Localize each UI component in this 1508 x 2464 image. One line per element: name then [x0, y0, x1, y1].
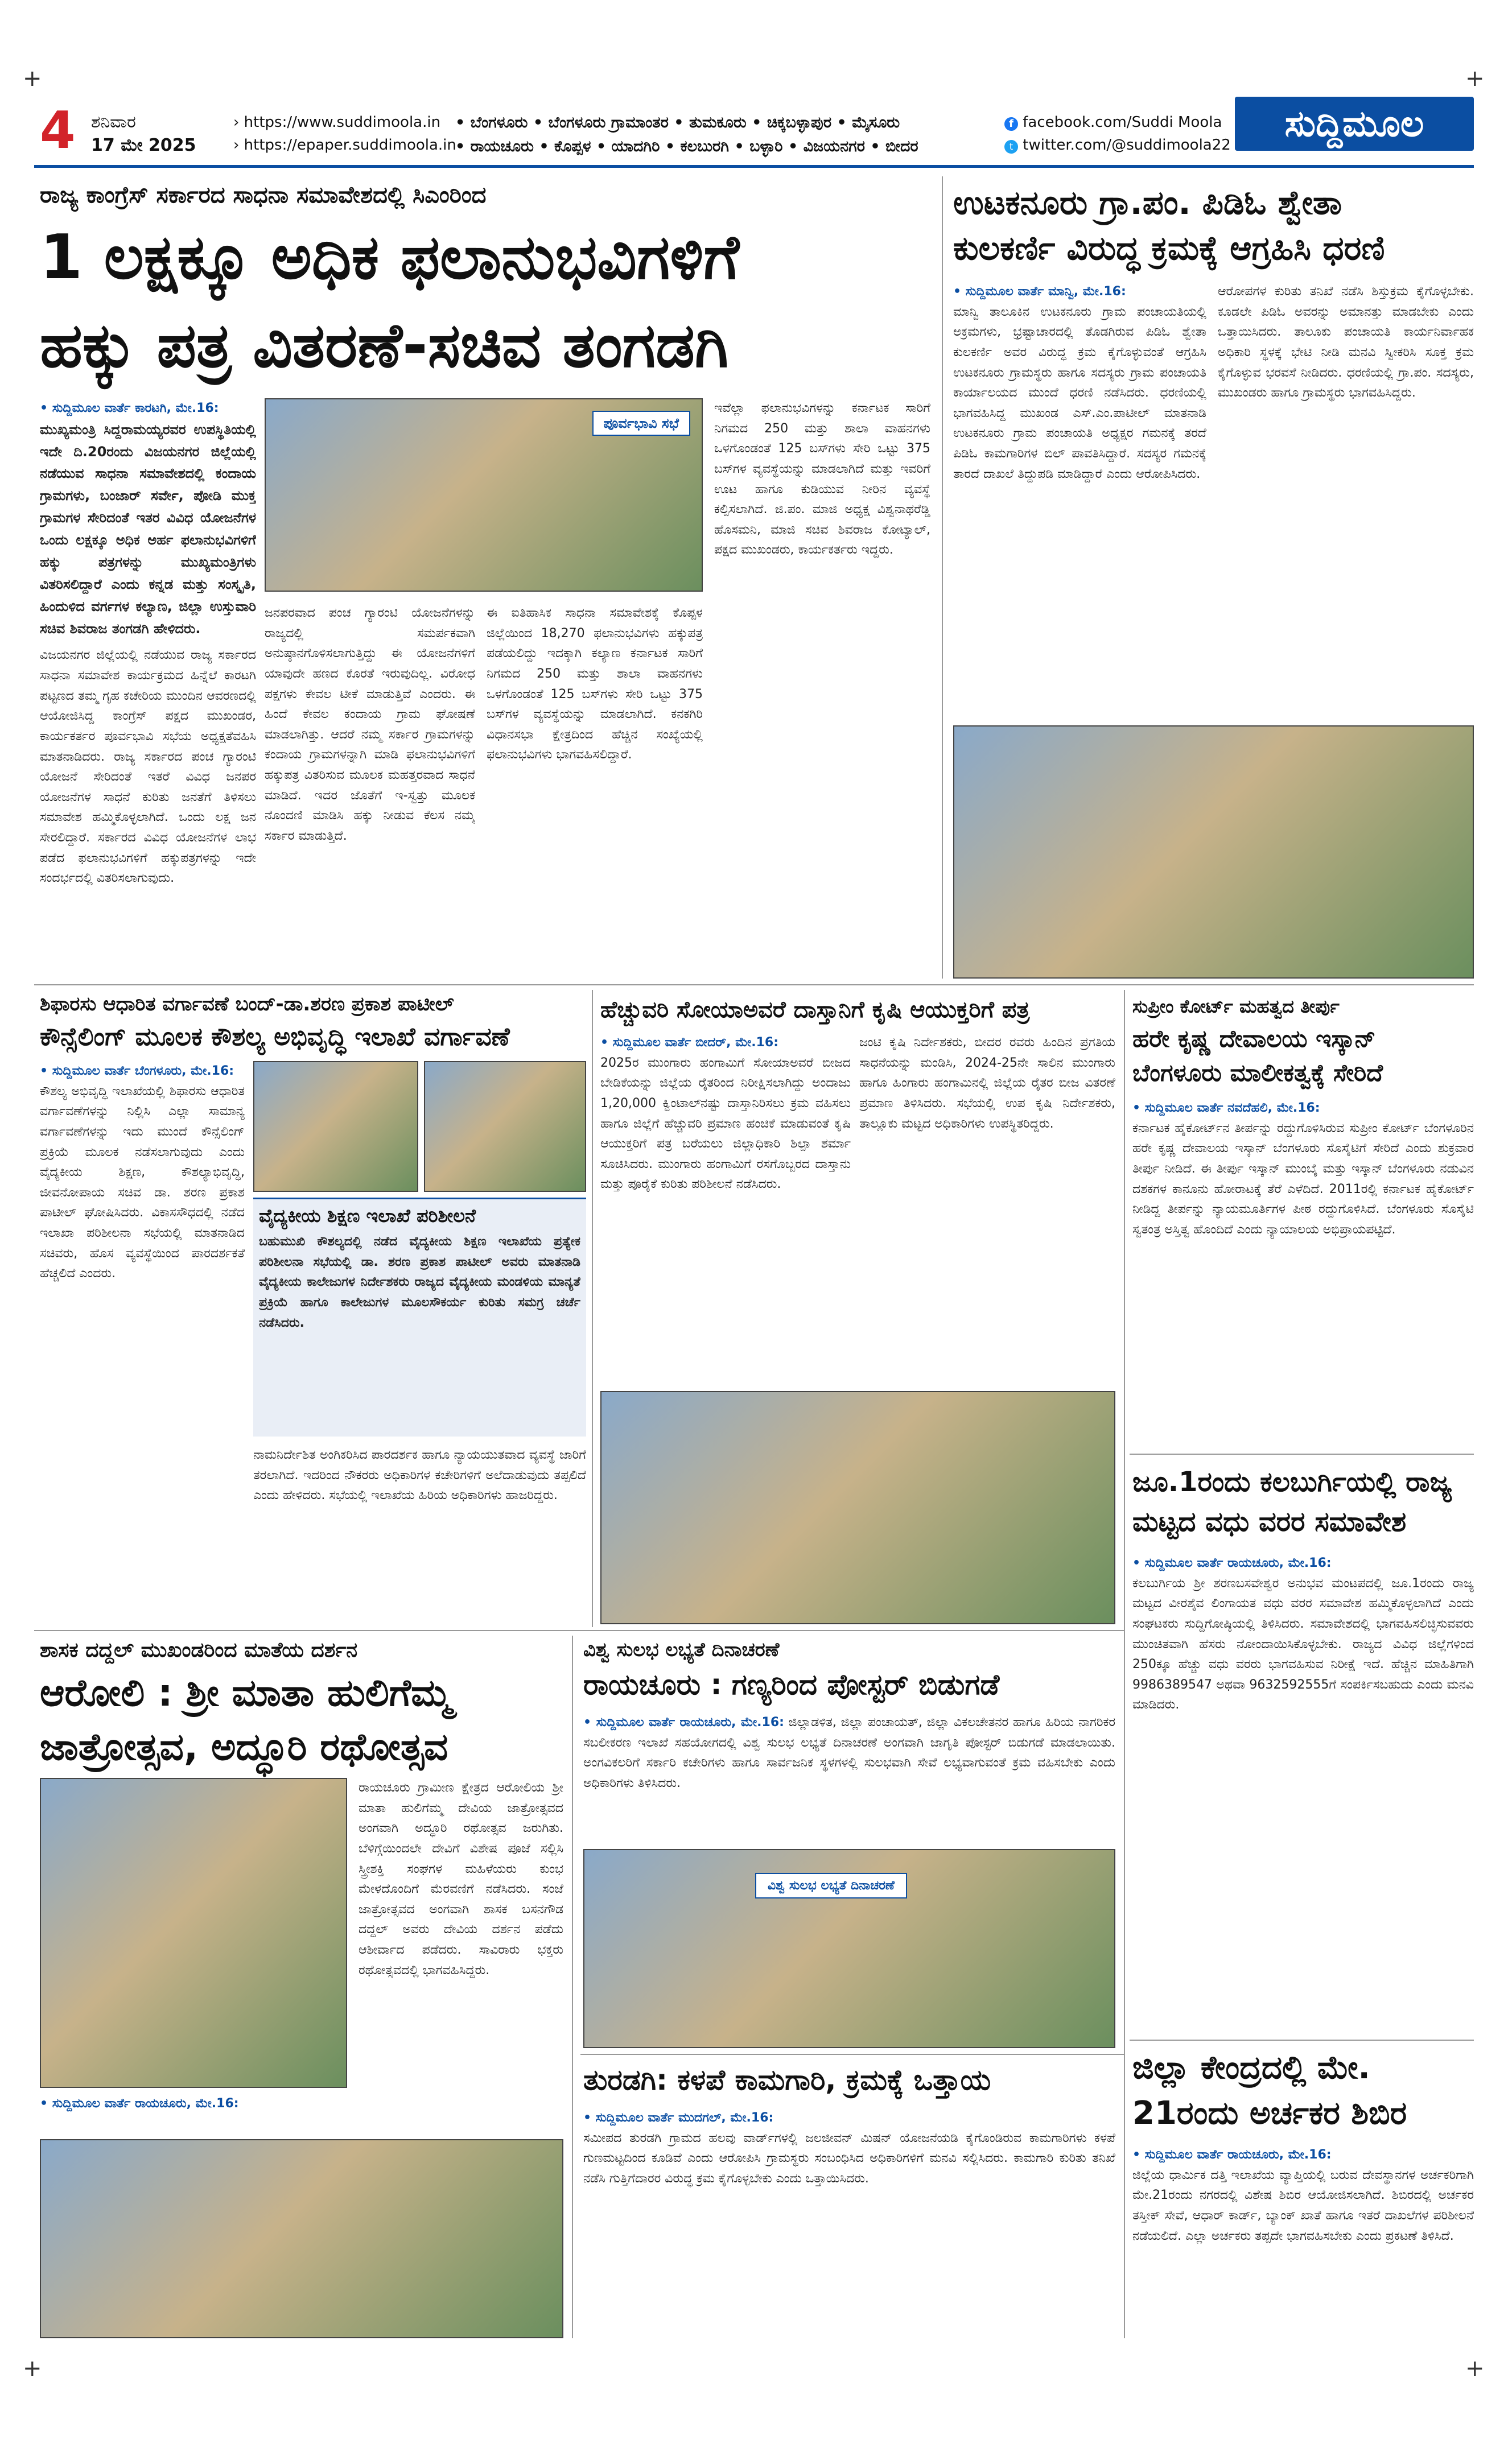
- article1-col2-text: ಜನಪರವಾದ ಪಂಚ ಗ್ಯಾರಂಟಿ ಯೋಜನೆಗಳನ್ನು ರಾಜ್ಯದಲ್ಲಿ ಸಮರ್ಪಕವಾಗಿ ಅನುಷ್ಠಾನಗೊಳಿಸಲಾಗುತ್ತಿದ್ದು ಈ ಯೋಜನೆಗಳಿಗೆ ಯಾವುದೇ ಹಣದ ಕೊರತೆ ಇರುವುದಿಲ್ಲ. ವಿರೋಧ ಪಕ್ಷಗಳು ಕೇವಲ ಟೀಕೆ ಮಾಡುತ್ತಿವೆ ಎಂದರು. ಈ ಹಿಂದೆ ಕೇವಲ ಕಂದಾಯ ಗ್ರಾಮ ಘೋಷಣೆ ಮಾಡಲಾಗಿತ್ತು. ಆದರೆ ನಮ್ಮ ಸರ್ಕಾರ ಗ್ರಾಮಗಳನ್ನು ಕಂದಾಯ ಗ್ರಾಮಗಳನ್ನಾಗಿ ಮಾಡಿ ಫಲಾನುಭವಿಗಳಿಗೆ ಹಕ್ಕುಪತ್ರ ವಿತರಿಸುವ ಮೂಲಕ ಮಹತ್ತರವಾದ ಸಾಧನೆ ಮಾಡಿದೆ. ಇದರ ಜೊತೆಗೆ ಇ-ಸ್ವತ್ತು ಮೂಲಕ ನೊಂದಣಿ ಮಾಡಿಸಿ ಹಕ್ಕು ನೀಡುವ ಕೆಲಸ ನಮ್ಮ ಸರ್ಕಾರ ಮಾಡುತ್ತಿದೆ.: [265, 606, 475, 843]
- article7-body: ರಾಯಚೂರು ಗ್ರಾಮೀಣ ಕ್ಷೇತ್ರದ ಆರೋಲಿಯ ಶ್ರೀ ಮಾತಾ ಹುಲಿಗೆಮ್ಮ ದೇವಿಯ ಜಾತ್ರೋತ್ಸವದ ಅಂಗವಾಗಿ ಅದ್ಧೂರಿ ರಥೋತ್ಸವ ಜರುಗಿತು. ಬೆಳಿಗ್ಗೆಯಿಂದಲೇ ದೇವಿಗೆ ವಿಶೇಷ ಪೂಜೆ ಸಲ್ಲಿಸಿ ಸ್ತ್ರೀಶಕ್ತಿ ಸಂಘಗಳ ಮಹಿಳೆಯರು ಕುಂಭ ಮೇಳದೊಂದಿಗೆ ಮೆರವಣಿಗೆ ನಡೆಸಿದರು. ಸಂಜೆ ಜಾತ್ರೋತ್ಸವದ ಅಂಗವಾಗಿ ಶಾಸಕ ಬಸನಗೌಡ ದದ್ದಲ್ ಅವರು ದೇವಿಯ ದರ್ಶನ ಪಡೆದು ಆಶೀರ್ವಾದ ಪಡೆದರು. ಸಾವಿರಾರು ಭಕ್ತರು ರಥೋತ್ಸವದಲ್ಲಿ ಭಾಗವಹಿಸಿದ್ದರು.: [359, 1781, 563, 1978]
- article3-box-title: ವೈದ್ಯಕೀಯ ಶಿಕ್ಷಣ ಇಲಾಖೆ ಪರಿಶೀಲನೆ: [259, 1205, 476, 1227]
- article8-dateline: • ಸುದ್ದಿಮೂಲ ವಾರ್ತೆ ರಾಯಚೂರು, ಮೇ.16:: [583, 1715, 784, 1730]
- twitter-link[interactable]: twitter.com/@suddimoola22: [1023, 137, 1231, 154]
- column-divider: [572, 1636, 573, 2338]
- page-number: 4: [40, 101, 76, 160]
- article8-body: [583, 1712, 1115, 1843]
- article1-headline-line1: 1 ಲಕ್ಷಕ್ಕೂ ಅಧಿಕ ಫಲಾನುಭವಿಗಳಿಗೆ: [40, 222, 739, 293]
- section-divider: [1130, 2040, 1474, 2041]
- column-divider: [1124, 990, 1125, 2338]
- crop-mark: +: [1465, 2355, 1485, 2382]
- article9-headline: ತುರಡಗಿ: ಕಳಪೆ ಕಾಮಗಾರಿ, ಕ್ರಮಕ್ಕೆ ಒತ್ತಾಯ: [583, 2063, 991, 2096]
- article1-photo-banner: ಪೂರ್ವಭಾವಿ ಸಭೆ: [592, 411, 690, 436]
- cities-line: • ಬೆಂಗಳೂರು • ಬೆಂಗಳೂರು ಗ್ರಾಮಾಂತರ • ತುಮಕೂರು • ಚಿಕ್ಕಬಳ್ಳಾಪುರ • ಮೈಸೂರು: [455, 114, 900, 131]
- link-arrow-icon: ›: [233, 137, 240, 154]
- article5-headline-line1: ಹರೇ ಕೃಷ್ಣ ದೇವಾಲಯ ಇಸ್ಕಾನ್: [1132, 1025, 1376, 1053]
- article8-photo-poster-release: [583, 1849, 1115, 2048]
- article2-body-col1: [953, 282, 1206, 720]
- section-divider: [34, 984, 1474, 985]
- crop-mark: +: [23, 65, 42, 92]
- article2-photo-protest: [953, 725, 1474, 979]
- cities-line: • ರಾಯಚೂರು • ಕೊಪ್ಪಳ • ಯಾದಗಿರಿ • ಕಲಬುರಗಿ • ಬಳ್ಳಾರಿ • ವಿಜಯನಗರ • ಬೀದರ: [455, 137, 918, 155]
- article1-body-col1: [40, 398, 256, 979]
- article2-col2-text: ಆರೋಪಗಳ ಕುರಿತು ತನಿಖೆ ನಡೆಸಿ ಶಿಸ್ತುಕ್ರಮ ಕೈಗೊಳ್ಳಬೇಕು. ಕೂಡಲೇ ಪಿಡಿಓ ಅವರನ್ನು ಅಮಾನತ್ತು ಮಾಡಬೇಕು ಎಂದು ಒತ್ತಾಯಿಸಿದರು. ತಾಲೂಕು ಪಂಚಾಯತಿ ಕಾರ್ಯನಿರ್ವಾಹಕ ಅಧಿಕಾರಿ ಸ್ಥಳಕ್ಕೆ ಭೇಟಿ ನೀಡಿ ಮನವಿ ಸ್ವೀಕರಿಸಿ ಸೂಕ್ತ ಕ್ರಮ ಕೈಗೊಳ್ಳುವ ಭರವಸೆ ನೀಡಿದರು. ಧರಣಿಯಲ್ಲಿ ಗ್ರಾ.ಪಂ. ಸದಸ್ಯರು, ಮುಖಂಡರು ಹಾಗೂ ಗ್ರಾಮಸ್ಥರು ಭಾಗವಹಿಸಿದ್ದರು.: [1218, 284, 1474, 401]
- article1-col4-text: ಇವೆಲ್ಲಾ ಫಲಾನುಭವಿಗಳನ್ನು ಕರ್ನಾಟಕ ಸಾರಿಗೆ ನಿಗಮದ 250 ಮತ್ತು ಶಾಲಾ ವಾಹನಗಳು ಒಳಗೊಂಡಂತೆ 125 ಬಸ್‍ಗಳು ಸೇರಿ ಒಟ್ಟು 375 ಬಸ್‍ಗಳ ವ್ಯವಸ್ಥೆಯನ್ನು ಮಾಡಲಾಗಿದೆ ಮತ್ತು ಇವರಿಗೆ ಊಟ ಹಾಗೂ ಕುಡಿಯುವ ನೀರಿನ ವ್ಯವಸ್ಥೆ ಕಲ್ಪಿಸಲಾಗಿದೆ. ಜಿ.ಪಂ. ಮಾಜಿ ಅಧ್ಯಕ್ಷ ವಿಶ್ವನಾಥರೆಡ್ಡಿ ಹೊಸಮನಿ, ಮಾಜಿ ಸಚಿವ ಶಿವರಾಜ ಕೋಟ್ಯಾಲ್, ಪಕ್ಷದ ಮುಖಂಡರು, ಕಾರ್ಯಕರ್ತರು ಇದ್ದರು.: [714, 401, 930, 558]
- crop-mark: +: [1465, 65, 1485, 92]
- article7-headline-line1: ಆರೋಲಿ : ಶ್ರೀ ಮಾತಾ ಹುಲಿಗೆಮ್ಮ: [40, 1671, 452, 1715]
- newspaper-logo: ಸುದ್ದಿಮೂಲ: [1235, 97, 1474, 151]
- epaper-link[interactable]: https://epaper.suddimoola.in: [244, 137, 456, 154]
- facebook-icon: f: [1004, 117, 1018, 131]
- issue-date: [91, 111, 196, 157]
- article2-dateline: • ಸುದ್ದಿಮೂಲ ವಾರ್ತೆ ಮಾನ್ವಿ, ಮೇ.16:: [953, 284, 1126, 299]
- website-links: [233, 111, 456, 157]
- article8-photo-banner: ವಿಶ್ವ ಸುಲಭ ಲಭ್ಯತೆ ದಿನಾಚರಣೆ: [755, 1873, 907, 1898]
- article3-box-text: ಬಹುಮುಖಿ ಕೌಶಲ್ಯದಲ್ಲಿ ನಡೆದ ವೈದ್ಯಕೀಯ ಶಿಕ್ಷಣ ಇಲಾಖೆಯ ಪ್ರತ್ಯೇಕ ಪರಿಶೀಲನಾ ಸಭೆಯಲ್ಲಿ ಡಾ. ಶರಣ ಪ್ರಕಾಶ ಪಾಟೀಲ್ ಅವರು ಮಾತನಾಡಿ ವೈದ್ಯಕೀಯ ಕಾಲೇಜುಗಳ ನಿರ್ದೇಶಕರು ರಾಜ್ಯದ ವೈದ್ಯಕೀಯ ಮಂಡಳಿಯ ಮಾನ್ಯತೆ ಪ್ರಕ್ರಿಯೆ ಹಾಗೂ ಕಾಲೇಜುಗಳ ಮೂಲಸೌಕರ್ಯ ಕುರಿತು ಸಮಗ್ರ ಚರ್ಚೆ ನಡೆಸಿದರು.: [259, 1235, 580, 1330]
- article5-kicker: ಸುಪ್ರೀಂ ಕೋರ್ಟ್ ಮಹತ್ವದ ತೀರ್ಪು: [1132, 996, 1340, 1017]
- article8-text: ಜಿಲ್ಲಾಡಳಿತ, ಜಿಲ್ಲಾ ಪಂಚಾಯತ್, ಜಿಲ್ಲಾ ವಿಕಲಚೇತನರ ಹಾಗೂ ಹಿರಿಯ ನಾಗರಿಕರ ಸಬಲೀಕರಣ ಇಲಾಖೆ ಸಹಯೋಗದಲ್ಲಿ ವಿಶ್ವ ಸುಲಭ ಲಭ್ಯತೆ ದಿನಾಚರಣೆ ಅಂಗವಾಗಿ ಜಾಗೃತಿ ಪೋಸ್ಟರ್ ಬಿಡುಗಡೆ ಮಾಡಲಾಯಿತು. ಅಂಗವಿಕಲರಿಗೆ ಸರ್ಕಾರಿ ಕಚೇರಿಗಳು ಹಾಗೂ ಸಾರ್ವಜನಿಕ ಸ್ಥಳಗಳಲ್ಲಿ ಸುಲಭವಾಗಿ ಸೇವೆ ಲಭ್ಯವಾಗುವಂತೆ ಕ್ರಮ ವಹಿಸಬೇಕು ಎಂದು ಅಧಿಕಾರಿಗಳು ತಿಳಿಸಿದರು.: [583, 1715, 1115, 1790]
- issue-day: ಶನಿವಾರ: [91, 112, 136, 132]
- article8-kicker: ವಿಶ್ವ ಸುಲಭ ಲಭ್ಯತೆ ದಿನಾಚರಣೆ: [583, 1638, 780, 1661]
- article6-text: ಕಲಬುರ್ಗಿಯ ಶ್ರೀ ಶರಣಬಸವೇಶ್ವರ ಅನುಭವ ಮಂಟಪದಲ್ಲಿ ಜೂ.1ರಂದು ರಾಜ್ಯ ಮಟ್ಟದ ವೀರಶೈವ ಲಿಂಗಾಯತ ವಧು ವರರ ಸಮಾವೇಶ ಹಮ್ಮಿಕೊಳ್ಳಲಾಗಿದೆ ಎಂದು ಸಂಘಟಕರು ಸುದ್ದಿಗೋಷ್ಠಿಯಲ್ಲಿ ತಿಳಿಸಿದರು. ಸಮಾವೇಶದಲ್ಲಿ ಭಾಗವಹಿಸಲಿಚ್ಛಿಸುವವರು ಮುಂಚಿತವಾಗಿ ಹೆಸರು ನೋಂದಾಯಿಸಿಕೊಳ್ಳಬೇಕು. ರಾಜ್ಯದ ವಿವಿಧ ಜಿಲ್ಲೆಗಳಿಂದ 250ಕ್ಕೂ ಹೆಚ್ಚು ವಧು ವರರು ಭಾಗವಹಿಸುವ ನಿರೀಕ್ಷೆ ಇದೆ. ಹೆಚ್ಚಿನ ಮಾಹಿತಿಗಾಗಿ 9986389547 ಅಥವಾ 9632592555ಗೆ ಸಂಪರ್ಕಿಸಬಹುದು ಎಂದು ಮನವಿ ಮಾಡಿದರು.: [1132, 1576, 1474, 1712]
- article9-text: ಸಮೀಪದ ತುರಡಗಿ ಗ್ರಾಮದ ಹಲವು ವಾರ್ಡ್‍ಗಳಲ್ಲಿ ಜಲಜೀವನ್ ಮಿಷನ್ ಯೋಜನೆಯಡಿ ಕೈಗೊಂಡಿರುವ ಕಾಮಗಾರಿಗಳು ಕಳಪೆ ಗುಣಮಟ್ಟದಿಂದ ಕೂಡಿವೆ ಎಂದು ಆರೋಪಿಸಿ ಗ್ರಾಮಸ್ಥರು ಸಂಬಂಧಿಸಿದ ಅಧಿಕಾರಿಗಳಿಗೆ ಮನವಿ ಸಲ್ಲಿಸಿದರು. ಕಾಮಗಾರಿ ಕುರಿತು ತನಿಖೆ ನಡೆಸಿ ಗುತ್ತಿಗೆದಾರರ ವಿರುದ್ಧ ಕ್ರಮ ಕೈಗೊಳ್ಳಬೇಕು ಎಂದು ಒತ್ತಾಯಿಸಿದರು.: [583, 2131, 1115, 2186]
- article5-text: ಕರ್ನಾಟಕ ಹೈಕೋರ್ಟ್‍ನ ತೀರ್ಪನ್ನು ರದ್ದುಗೊಳಿಸಿರುವ ಸುಪ್ರೀಂ ಕೋರ್ಟ್ ಬೆಂಗಳೂರಿನ ಹರೇ ಕೃಷ್ಣ ದೇವಾಲಯ ಇಸ್ಕಾನ್ ಬೆಂಗಳೂರು ಸೊಸೈಟಿಗೆ ಸೇರಿದೆ ಎಂದು ಶುಕ್ರವಾರ ತೀರ್ಪು ನೀಡಿದೆ. ಈ ತೀರ್ಪು ಇಸ್ಕಾನ್ ಮುಂಬೈ ಮತ್ತು ಇಸ್ಕಾನ್ ಬೆಂಗಳೂರು ನಡುವಿನ ದಶಕಗಳ ಕಾನೂನು ಹೋರಾಟಕ್ಕೆ ತೆರೆ ಎಳೆದಿದೆ. 2011ರಲ್ಲಿ ಕರ್ನಾಟಕ ಹೈಕೋರ್ಟ್ ನೀಡಿದ್ದ ತೀರ್ಪನ್ನು ನ್ಯಾಯಮೂರ್ತಿಗಳ ಪೀಠ ರದ್ದುಗೊಳಿಸಿದೆ. ಬೆಂಗಳೂರು ಸೊಸೈಟಿ ಸ್ವತಂತ್ರ ಅಸ್ತಿತ್ವ ಹೊಂದಿದೆ ಎಂದು ನ್ಯಾಯಾಲಯ ಅಭಿಪ್ರಾಯಪಟ್ಟಿದೆ.: [1132, 1121, 1474, 1237]
- article4-photo-meeting: [600, 1391, 1115, 1624]
- article1-dateline: • ಸುದ್ದಿಮೂಲ ವಾರ್ತೆ ಕಾರಟಗಿ, ಮೇ.16:: [40, 401, 219, 415]
- edition-cities: [455, 111, 990, 159]
- article5-headline-line2: ಬೆಂಗಳೂರು ಮಾಲೀಕತ್ವಕ್ಕೆ ಸೇರಿದೆ: [1132, 1059, 1383, 1087]
- article6-body: [1132, 1553, 1474, 2031]
- article7-dateline: • ಸುದ್ದಿಮೂಲ ವಾರ್ತೆ ರಾಯಚೂರು, ಮೇ.16:: [40, 2096, 239, 2111]
- social-links: [1004, 111, 1231, 157]
- article5-dateline: • ಸುದ್ದಿಮೂಲ ವಾರ್ತೆ ನವದೆಹಲಿ, ಮೇ.16:: [1132, 1101, 1320, 1115]
- article2-headline-line1: ಉಟಕನೂರು ಗ್ರಾ.ಪಂ. ಪಿಡಿಓ ಶ್ವೇತಾ: [953, 183, 1342, 222]
- article6-headline-line1: ಜೂ.1ರಂದು ಕಲಬುರ್ಗಿಯಲ್ಲಿ ರಾಜ್ಯ: [1132, 1466, 1452, 1498]
- article2-col1-text: ಮಾನ್ವಿ ತಾಲೂಕಿನ ಉಟಕನೂರು ಗ್ರಾಮ ಪಂಚಾಯತಿಯಲ್ಲಿ ಅಕ್ರಮಗಳು, ಭ್ರಷ್ಟಾಚಾರದಲ್ಲಿ ತೊಡಗಿರುವ ಪಿಡಿಓ ಶ್ವೇತಾ ಕುಲಕರ್ಣಿ ಅವರ ವಿರುದ್ಧ ಕ್ರಮ ಕೈಗೊಳ್ಳುವಂತೆ ಆಗ್ರಹಿಸಿ ಉಟಕನೂರು ಗ್ರಾಮಸ್ಥರು ಹಾಗೂ ಸದಸ್ಯರು ಗ್ರಾಮ ಪಂಚಾಯತಿ ಕಾರ್ಯಾಲಯದ ಮುಂದೆ ಧರಣಿ ನಡೆಸಿದರು. ಧರಣಿಯಲ್ಲಿ ಭಾಗವಹಿಸಿದ್ದ ಮುಖಂಡ ಎಸ್.ಎಂ.ಪಾಟೀಲ್ ಮಾತನಾಡಿ ಉಟಕನೂರು ಗ್ರಾಮ ಪಂಚಾಯತಿ ಅಧ್ಯಕ್ಷರ ಗಮನಕ್ಕೆ ತರದೆ ಪಿಡಿಓ ಕಾಮಗಾರಿಗಳ ಬಿಲ್ ಪಾವತಿಸಿದ್ದಾರೆ. ಸದಸ್ಯರ ಗಮನಕ್ಕೆ ತಾರದೆ ದಾಖಲೆ ತಿದ್ದುಪಡಿ ಮಾಡಿದ್ದಾರೆ ಎಂದು ಆರೋಪಿಸಿದರು.: [953, 304, 1206, 481]
- article3-col2-text: ನಾಮನಿರ್ದೇಶಿತ ಅಂಗಿಕರಿಸಿದ ಪಾರದರ್ಶಕ ಹಾಗೂ ನ್ಯಾಯಯುತವಾದ ವ್ಯವಸ್ಥೆ ಜಾರಿಗೆ ತರಲಾಗಿದೆ. ಇದರಿಂದ ನೌಕರರು ಅಧಿಕಾರಿಗಳ ಕಚೇರಿಗಳಿಗೆ ಅಲೆದಾಡುವುದು ತಪ್ಪಲಿದೆ ಎಂದು ಹೇಳಿದರು. ಸಭೆಯಲ್ಲಿ ಇಲಾಖೆಯ ಹಿರಿಯ ಅಧಿಕಾರಿಗಳು ಹಾಜರಿದ್ದರು.: [253, 1448, 586, 1503]
- article1-headline-line2: ಹಕ್ಕು ಪತ್ರ ವಿತರಣೆ-ಸಚಿವ ತಂಗಡಗಿ: [40, 310, 728, 381]
- article9-body: [583, 2108, 1115, 2338]
- article6-headline-line2: ಮಟ್ಟದ ವಧು ವರರ ಸಮಾವೇಶ: [1132, 1506, 1407, 1538]
- article10-headline-line2: 21ರಂದು ಅರ್ಚಕರ ಶಿಬಿರ: [1132, 2095, 1407, 2132]
- website-link[interactable]: https://www.suddimoola.in: [244, 114, 441, 131]
- section-divider: [580, 2054, 1124, 2055]
- article4-headline: ಹೆಚ್ಚುವರಿ ಸೋಯಾಅವರೆ ದಾಸ್ತಾನಿಗೆ ಕೃಷಿ ಆಯುಕ್ತರಿಗೆ ಪತ್ರ: [600, 997, 1030, 1023]
- article1-photo: [265, 398, 703, 592]
- article4-col1-text: 2025ರ ಮುಂಗಾರು ಹಂಗಾಮಿಗೆ ಸೋಯಾಅವರೆ ಬೀಜದ ಬೇಡಿಕೆಯನ್ನು ಜಿಲ್ಲೆಯ ರೈತರಿಂದ ನಿರೀಕ್ಷಿಸಲಾಗಿದ್ದು ಅಂದಾಜು 1,20,000 ಕ್ವಿಂಟಾಲ್‍ನಷ್ಟು ದಾಸ್ತಾನಿರಿಸಲು ಕ್ರಮ ವಹಿಸಲು ಹಾಗೂ ಜಿಲ್ಲೆಗೆ ಹೆಚ್ಚುವರಿ ಪ್ರಮಾಣ ಹಂಚಿಕೆ ಮಾಡುವಂತೆ ಕೃಷಿ ಆಯುಕ್ತರಿಗೆ ಪತ್ರ ಬರೆಯಲು ಜಿಲ್ಲಾಧಿಕಾರಿ ಶಿಲ್ಪಾ ಶರ್ಮಾ ಸೂಚಿಸಿದರು. ಮುಂಗಾರು ಹಂಗಾಮಿಗೆ ರಸಗೊಬ್ಬರದ ದಾಸ್ತಾನು ಮತ್ತು ಪೂರೈಕೆ ಕುರಿತು ಪರಿಶೀಲನೆ ನಡೆಸಿದರು.: [600, 1055, 851, 1192]
- column-divider: [592, 990, 593, 1627]
- facebook-link[interactable]: facebook.com/Suddi Moola: [1023, 114, 1222, 131]
- section-divider: [1130, 1454, 1474, 1455]
- article3-body-col1: [40, 1061, 245, 1624]
- article3-dateline: • ಸುದ್ದಿಮೂಲ ವಾರ್ತೆ ಬೆಂಗಳೂರು, ಮೇ.16:: [40, 1064, 234, 1078]
- article3-photo-minister: [253, 1061, 418, 1192]
- article3-kicker: ಶಿಫಾರಸು ಆಧಾರಿತ ವರ್ಗಾವಣೆ ಬಂದ್-ಡಾ.ಶರಣ ಪ್ರಕಾಶ ಪಾಟೀಲ್: [40, 993, 454, 1016]
- article1-col3-text: ಈ ಐತಿಹಾಸಿಕ ಸಾಧನಾ ಸಮಾವೇಶಕ್ಕೆ ಕೊಪ್ಪಳ ಜಿಲ್ಲೆಯಿಂದ 18,270 ಫಲಾನುಭವಿಗಳು ಹಕ್ಕುಪತ್ರ ಪಡೆಯಲಿದ್ದು ಇದಕ್ಕಾಗಿ ಕಲ್ಯಾಣ ಕರ್ನಾಟಕ ಸಾರಿಗೆ ನಿಗಮದ 250 ಮತ್ತು ಶಾಲಾ ವಾಹನಗಳು ಒಳಗೊಂಡಂತೆ 125 ಬಸ್‍ಗಳು ಸೇರಿ ಒಟ್ಟು 375 ಬಸ್‍ಗಳ ವ್ಯವಸ್ಥೆಯನ್ನು ಮಾಡಲಾಗಿದೆ. ಕನಕಗಿರಿ ವಿಧಾನಸಭಾ ಕ್ಷೇತ್ರದಿಂದ ಹೆಚ್ಚಿನ ಸಂಖ್ಯೆಯಲ್ಲಿ ಫಲಾನುಭವಿಗಳು ಭಾಗವಹಿಸಲಿದ್ದಾರೆ.: [487, 606, 703, 762]
- twitter-icon: t: [1004, 140, 1018, 154]
- article3-col1-text: ಕೌಶಲ್ಯ ಅಭಿವೃದ್ಧಿ ಇಲಾಖೆಯಲ್ಲಿ ಶಿಫಾರಸು ಆಧಾರಿತ ವರ್ಗಾವಣೆಗಳನ್ನು ನಿಲ್ಲಿಸಿ ಎಲ್ಲಾ ಸಾಮಾನ್ಯ ವರ್ಗಾವಣೆಗಳನ್ನು ಇದು ಮುಂದೆ ಕೌನ್ಸೆಲಿಂಗ್ ಪ್ರಕ್ರಿಯೆ ಮೂಲಕ ನಡೆಸಲಾಗುವುದು ಎಂದು ವೈದ್ಯಕೀಯ ಶಿಕ್ಷಣ, ಕೌಶಲ್ಯಾಭಿವೃದ್ಧಿ, ಜೀವನೋಪಾಯ ಸಚಿವ ಡಾ. ಶರಣ ಪ್ರಕಾಶ ಪಾಟೀಲ್ ಘೋಷಿಸಿದರು. ವಿಕಾಸಸೌಧದಲ್ಲಿ ನಡೆದ ಇಲಾಖಾ ಪರಿಶೀಲನಾ ಸಭೆಯಲ್ಲಿ ಮಾತನಾಡಿದ ಸಚಿವರು, ಹೊಸ ವ್ಯವಸ್ಥೆಯಿಂದ ಪಾರದರ್ಶಕತೆ ಹೆಚ್ಚಲಿದೆ ಎಂದರು.: [40, 1084, 245, 1281]
- link-arrow-icon: ›: [233, 114, 240, 131]
- header-rule: [34, 165, 1474, 168]
- article9-dateline: • ಸುದ್ದಿಮೂಲ ವಾರ್ತೆ ಮುದಗಲ್, ಮೇ.16:: [583, 2111, 774, 2125]
- article7-kicker: ಶಾಸಕ ದದ್ದಲ್ ಮುಖಂಡರಿಂದ ಮಾತೆಯ ದರ್ಶನ: [40, 1638, 358, 1662]
- article10-text: ಜಿಲ್ಲೆಯ ಧಾರ್ಮಿಕ ದತ್ತಿ ಇಲಾಖೆಯ ವ್ಯಾಪ್ತಿಯಲ್ಲಿ ಬರುವ ದೇವಸ್ಥಾನಗಳ ಅರ್ಚಕರಿಗಾಗಿ ಮೇ.21ರಂದು ನಗರದಲ್ಲಿ ವಿಶೇಷ ಶಿಬಿರ ಆಯೋಜಿಸಲಾಗಿದೆ. ಶಿಬಿರದಲ್ಲಿ ಅರ್ಚಕರ ತಸ್ತೀಕ್ ಸೇವೆ, ಆಧಾರ್ ಕಾರ್ಡ್, ಬ್ಯಾಂಕ್ ಖಾತೆ ಹಾಗೂ ಇತರೆ ದಾಖಲೆಗಳ ಪರಿಶೀಲನೆ ನಡೆಯಲಿದೆ. ಎಲ್ಲಾ ಅರ್ಚಕರು ತಪ್ಪದೇ ಭಾಗವಹಿಸಬೇಕು ಎಂದು ಪ್ರಕಟಣೆ ತಿಳಿಸಿದೆ.: [1132, 2168, 1474, 2243]
- article10-dateline: • ಸುದ್ದಿಮೂಲ ವಾರ್ತೆ ರಾಯಚೂರು, ಮೇ.16:: [1132, 2148, 1332, 2162]
- article7-headline-line2: ಜಾತ್ರೋತ್ಸವ, ಅದ್ಧೂರಿ ರಥೋತ್ಸವ: [40, 1725, 448, 1769]
- article10-body: [1132, 2145, 1474, 2338]
- article6-dateline: • ಸುದ್ದಿಮೂಲ ವಾರ್ತೆ ರಾಯಚೂರು, ಮೇ.16:: [1132, 1556, 1332, 1570]
- article3-sidebox: [253, 1198, 586, 1437]
- article3-headline: ಕೌನ್ಸೆಲಿಂಗ್ ಮೂಲಕ ಕೌಶಲ್ಯ ಅಭಿವೃದ್ಧಿ ಇಲಾಖೆ ವರ್ಗಾವಣೆ: [40, 1022, 510, 1051]
- article3-photo-official: [424, 1061, 586, 1192]
- article1-lead: ಮುಖ್ಯಮಂತ್ರಿ ಸಿದ್ದರಾಮಯ್ಯರವರ ಉಪಸ್ಥಿತಿಯಲ್ಲಿ ಇದೇ ದಿ.20ರಂದು ವಿಜಯನಗರ ಜಿಲ್ಲೆಯಲ್ಲಿ ನಡೆಯುವ ಸಾಧನಾ ಸಮಾವೇಶದಲ್ಲಿ ಕಂದಾಯ ಗ್ರಾಮಗಳು, ಬಂಜಾರ್ ಸರ್ವೇ, ಪೋಡಿ ಮುಕ್ತ ಗ್ರಾಮಗಳ ಸೇರಿದಂತೆ ಇತರ ವಿವಿಧ ಯೋಜನೆಗಳ ಒಂದು ಲಕ್ಷಕ್ಕೂ ಅಧಿಕ ಅರ್ಹ ಫಲಾನುಭವಿಗಳಿಗೆ ಹಕ್ಕು ಪತ್ರಗಳನ್ನು ಮುಖ್ಯಮಂತ್ರಿಗಳು ವಿತರಿಸಲಿದ್ದಾರೆ ಎಂದು ಕನ್ನಡ ಮತ್ತು ಸಂಸ್ಕೃತಿ, ಹಿಂದುಳಿದ ವರ್ಗಗಳ ಕಲ್ಯಾಣ, ಜಿಲ್ಲಾ ಉಸ್ತುವಾರಿ ಸಚಿವ ಶಿವರಾಜ ತಂಗಡಗಿ ಹೇಳಿದರು.: [40, 421, 256, 637]
- section-divider: [34, 1630, 1124, 1631]
- article1-kicker: ರಾಜ್ಯ ಕಾಂಗ್ರೆಸ್ ಸರ್ಕಾರದ ಸಾಧನಾ ಸಮಾವೇಶದಲ್ಲಿ ಸಿಎಂರಿಂದ: [40, 182, 487, 208]
- issue-date-text: 17 ಮೇ 2025: [91, 135, 196, 155]
- crop-mark: +: [23, 2355, 42, 2382]
- article8-headline: ರಾಯಚೂರು : ಗಣ್ಯರಿಂದ ಪೋಸ್ಟರ್ ಬಿಡುಗಡೆ: [583, 1668, 1000, 1701]
- article7-footer: [40, 2094, 563, 2133]
- article1-col1-text: ವಿಜಯನಗರ ಜಿಲ್ಲೆಯಲ್ಲಿ ನಡೆಯುವ ರಾಜ್ಯ ಸರ್ಕಾರದ ಸಾಧನಾ ಸಮಾವೇಶ ಕಾರ್ಯಕ್ರಮದ ಹಿನ್ನೆಲೆ ಕಾರಟಗಿ ಪಟ್ಟಣದ ತಮ್ಮ ಗೃಹ ಕಚೇರಿಯ ಮುಂದಿನ ಆವರಣದಲ್ಲಿ ಆಯೋಜಿಸಿದ್ದ ಕಾಂಗ್ರೆಸ್ ಪಕ್ಷದ ಮುಖಂಡರ, ಕಾರ್ಯಕರ್ತರ ಪೂರ್ವಭಾವಿ ಸಭೆಯ ಅಧ್ಯಕ್ಷತೆವಹಿಸಿ ಮಾತನಾಡಿದರು. ರಾಜ್ಯ ಸರ್ಕಾರದ ಪಂಚ ಗ್ಯಾರಂಟಿ ಯೋಜನೆ ಸೇರಿದಂತೆ ಇತರೆ ವಿವಿಧ ಜನಪರ ಯೋಜನೆಗಳ ಸಾಧನೆ ಕುರಿತು ಜನತೆಗೆ ತಿಳಿಸಲು ಸಮಾವೇಶ ಹಮ್ಮಿಕೊಳ್ಳಲಾಗಿದೆ. ಒಂದು ಲಕ್ಷ ಜನ ಸೇರಲಿದ್ದಾರೆ. ಸರ್ಕಾರದ ವಿವಿಧ ಯೋಜನೆಗಳ ಲಾಭ ಪಡೆದ ಫಲಾನುಭವಿಗಳಿಗೆ ಹಕ್ಕುಪತ್ರಗಳನ್ನು ಇದೇ ಸಂದರ್ಭದಲ್ಲಿ ವಿತರಿಸಲಾಗುವುದು.: [40, 648, 256, 886]
- column-divider: [942, 176, 943, 979]
- article7-photo-leaders: [40, 2139, 563, 2338]
- article2-headline-line2: ಕುಲಕರ್ಣಿ ವಿರುದ್ಧ ಕ್ರಮಕ್ಕೆ ಆಗ್ರಹಿಸಿ ಧರಣಿ: [953, 229, 1385, 267]
- article10-headline-line1: ಜಿಲ್ಲಾ ಕೇಂದ್ರದಲ್ಲಿ ಮೇ.: [1132, 2049, 1370, 2086]
- article4-body-col1: [600, 1033, 851, 1385]
- article5-body: [1132, 1098, 1474, 1448]
- article7-photo-chariot: [40, 1778, 347, 2088]
- article4-dateline: • ಸುದ್ದಿಮೂಲ ವಾರ್ತೆ ಬೀದರ್, ಮೇ.16:: [600, 1035, 778, 1050]
- article4-col2-text: ಜಂಟಿ ಕೃಷಿ ನಿರ್ದೇಶಕರು, ಬೀದರ ರವರು ಹಿಂದಿನ ಪ್ರಗತಿಯ ಸಾಧನೆಯನ್ನು ಮಂಡಿಸಿ, 2024-25ನೇ ಸಾಲಿನ ಮುಂಗಾರು ಹಾಗೂ ಹಿಂಗಾರು ಹಂಗಾಮಿನಲ್ಲಿ ಜಿಲ್ಲೆಯ ರೈತರ ಬೀಜ ವಿತರಣೆ ಪ್ರಮಾಣ ತಿಳಿಸಿದರು. ಸಭೆಯಲ್ಲಿ ಉಪ ಕೃಷಿ ನಿರ್ದೇಶಕರು, ತಾಲ್ಲೂಕು ಮಟ್ಟದ ಅಧಿಕಾರಿಗಳು ಉಪಸ್ಥಿತರಿದ್ದರು.: [859, 1035, 1115, 1131]
